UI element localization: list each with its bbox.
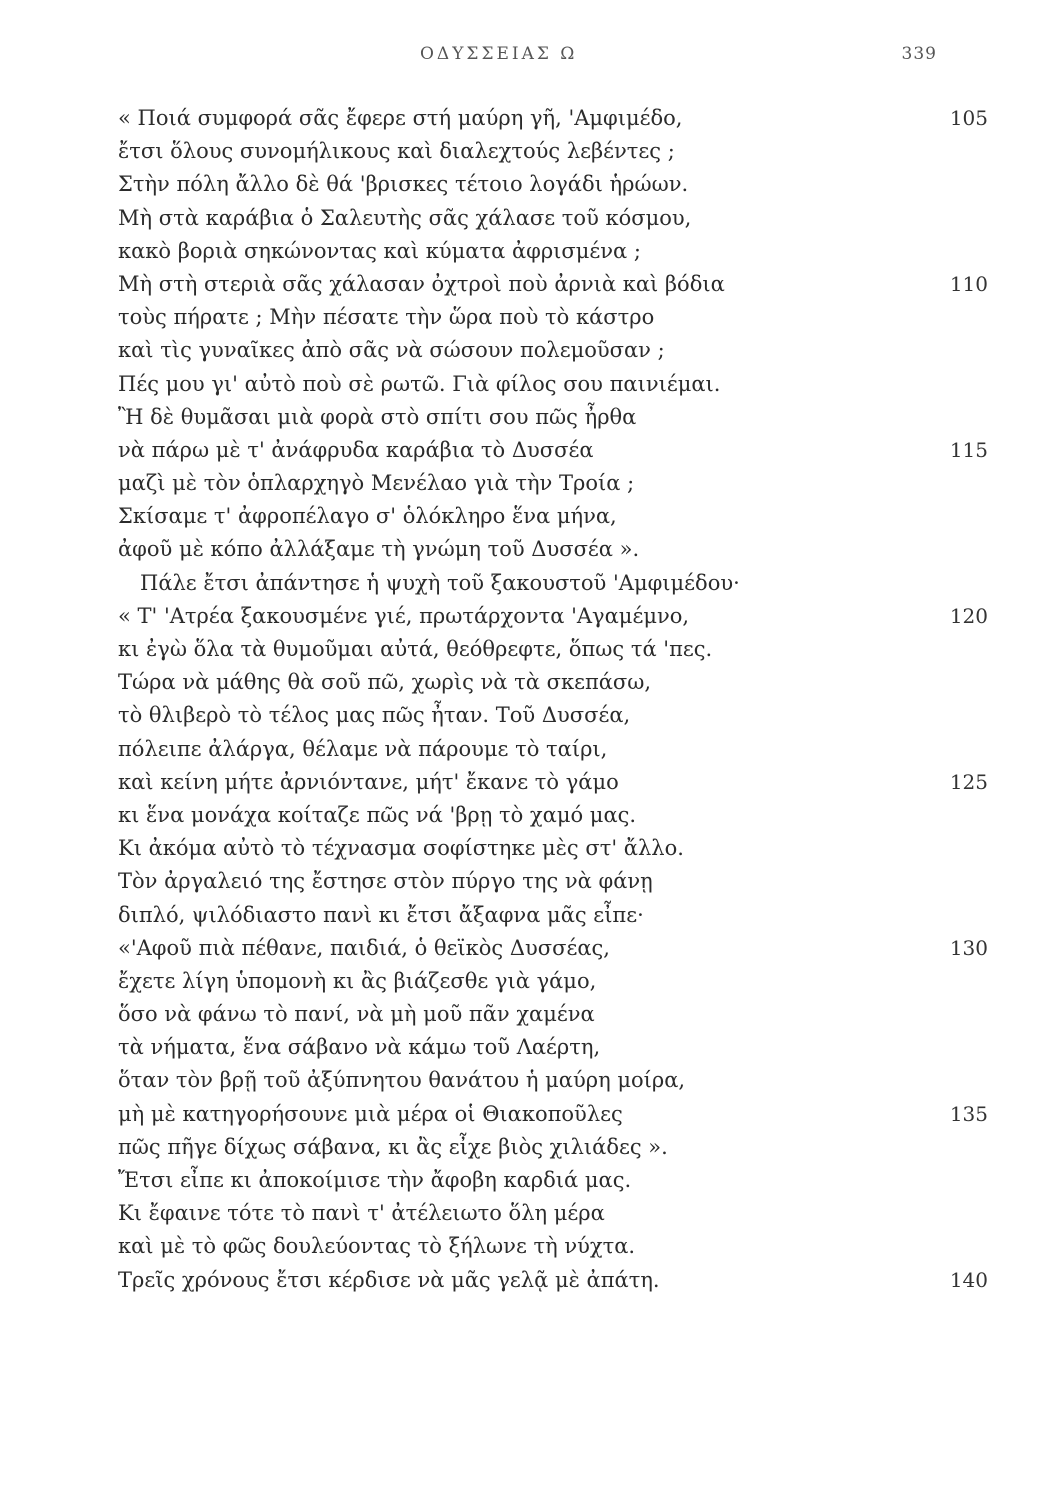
verse-line-text: « Τ' 'Ατρέα ξακουσμένε γιέ, πρωτάρχοντα 'Αγαμέμνο, [118, 603, 690, 628]
verse-line-text: κακὸ βοριὰ σηκώνοντας καὶ κύματα ἀφρισμένα ; [118, 238, 641, 263]
verse-line [118, 235, 988, 268]
verse-line [118, 102, 988, 135]
verse-line [118, 932, 988, 965]
verse-line-text: Μὴ στὰ καράβια ὁ Σαλευτὴς σᾶς χάλασε τοῦ κόσμου, [118, 205, 692, 230]
verse-line [118, 1264, 988, 1297]
verse-line-text: Τώρα νὰ μάθης θὰ σοῦ πῶ, χωρὶς νὰ τὰ σκεπάσω, [118, 670, 652, 695]
verse-line-text: ὅταν τὸν βρῇ τοῦ ἀξύπνητου θανάτου ἡ μαύρη μοίρα, [118, 1068, 686, 1093]
verse-line [118, 899, 988, 932]
verse-line [118, 799, 988, 832]
verse-line [118, 600, 988, 633]
verse-line [118, 633, 988, 666]
verse-line [118, 865, 988, 898]
verse-line-text: κι ἕνα μονάχα κοίταζε πῶς νά 'βρῃ τὸ χαμό μας. [118, 802, 637, 827]
running-head [0, 44, 1063, 74]
line-number: 135 [949, 1101, 988, 1126]
verse-line [118, 1131, 988, 1164]
verse-line-text: καὶ μὲ τὸ φῶς δουλεύοντας τὸ ξήλωνε τὴ νύχτα. [118, 1234, 636, 1259]
line-number: 130 [949, 935, 988, 960]
verse-line [118, 301, 988, 334]
verse-line-text: μὴ μὲ κατηγορήσουνε μιὰ μέρα οἱ Θιακοποῦλες [118, 1101, 623, 1126]
line-number: 115 [949, 437, 988, 462]
verse-line-text: πῶς πῆγε δίχως σάβανα, κι ἂς εἶχε βιὸς χιλιάδες ». [118, 1134, 668, 1159]
verse-line-text: «'Αφοῦ πιὰ πέθανε, παιδιά, ὁ θεϊκὸς Δυσσέας, [118, 935, 610, 960]
verse-line-text: ἔχετε λίγη ὑπομονὴ κι ἂς βιάζεσθε γιὰ γάμο, [118, 968, 597, 993]
verse-line-text: Ἔτσι εἶπε κι ἀποκοίμισε τὴν ἄφοβη καρδιά μας. [118, 1168, 632, 1192]
verse-line-text: « Ποιά συμφορά σᾶς ἔφερε στή μαύρη γῆ, 'Αμφιμέδο, [118, 106, 683, 130]
verse-line-text: Τὸν ἀργαλειό της ἔστησε στὸν πύργο της νὰ φάνῃ [118, 869, 653, 894]
verse-line-text: ὅσο νὰ φάνω τὸ πανί, νὰ μὴ μοῦ πᾶν χαμένα [118, 1002, 595, 1027]
verse-text-block [118, 102, 988, 1297]
verse-line [118, 699, 988, 732]
verse-line [118, 467, 988, 500]
verse-line [118, 1230, 988, 1263]
verse-line-text: καὶ κείνη μήτε ἀρνιόντανε, μήτ' ἔκανε τὸ γάμο [118, 769, 619, 794]
verse-line [118, 533, 988, 566]
verse-line-text: τὸ θλιβερὸ τὸ τέλος μας πῶς ἦταν. Τοῦ Δυσσέα, [118, 703, 631, 728]
verse-line-text: τὰ νήματα, ἕνα σάβανο νὰ κάμω τοῦ Λαέρτη, [118, 1035, 601, 1060]
verse-line-text: νὰ πάρω μὲ τ' ἀνάφρυδα καράβια τὸ Δυσσέα [118, 437, 594, 462]
verse-line [118, 168, 988, 201]
verse-line [118, 1098, 988, 1131]
line-number: 120 [949, 603, 988, 628]
verse-line-text: Τρεῖς χρόνους ἔτσι κέρδισε νὰ μᾶς γελᾷ μὲ ἀπάτη. [118, 1267, 660, 1292]
verse-line [118, 1164, 988, 1197]
verse-line-text: ἔτσι ὅλους συνομήλικους καὶ διαλεχτούς λεβέντες ; [118, 139, 675, 164]
verse-line-text: τοὺς πήρατε ; Μὴν πέσατε τὴν ὥρα ποὺ τὸ κάστρο [118, 305, 655, 330]
verse-line-text: πόλειπε ἀλάργα, θέλαμε νὰ πάρουμε τὸ ταίρι, [118, 736, 608, 761]
verse-line-text: καὶ τὶς γυναῖκες ἀπὸ σᾶς νὰ σώσουν πολεμοῦσαν ; [118, 338, 665, 363]
verse-line [118, 135, 988, 168]
verse-line [118, 733, 988, 766]
verse-line-text: μαζὶ μὲ τὸν ὁπλαρχηγὸ Μενέλαο γιὰ τὴν Τροία ; [118, 471, 635, 496]
line-number: 140 [949, 1267, 988, 1292]
verse-line-text: Πές μου γι' αὐτὸ ποὺ σὲ ρωτῶ. Γιὰ φίλος σου παινιέμαι. [118, 371, 721, 396]
verse-line-text: Μὴ στὴ στεριὰ σᾶς χάλασαν ὀχτροὶ ποὺ ἀρνιὰ καὶ βόδια [118, 271, 725, 296]
line-number: 125 [949, 769, 988, 794]
running-title: ΟΔΥΣΣΕΙΑΣ Ω [420, 44, 578, 64]
verse-line [118, 1064, 988, 1097]
verse-line [118, 666, 988, 699]
verse-line [118, 268, 988, 301]
verse-line-text: διπλό, ψιλόδιαστο πανὶ κι ἔτσι ἄξαφνα μᾶς εἶπε· [118, 902, 644, 927]
verse-line [118, 766, 988, 799]
verse-line [118, 832, 988, 865]
verse-line [118, 368, 988, 401]
page-number: 339 [901, 44, 937, 64]
verse-line-text: κι ἐγὼ ὅλα τὰ θυμοῦμαι αὐτά, θεόθρεφτε, ὅπως τά 'πες. [118, 637, 713, 661]
verse-line-text: Πάλε ἔτσι ἀπάντησε ἡ ψυχὴ τοῦ ξακουστοῦ 'Αμφιμέδου· [140, 570, 740, 595]
verse-line-text: Ἢ δὲ θυμᾶσαι μιὰ φορὰ στὸ σπίτι σου πῶς ἦρθα [118, 404, 637, 429]
verse-line [118, 1031, 988, 1064]
verse-line-text: Κι ἀκόμα αὐτὸ τὸ τέχνασμα σοφίστηκε μὲς στ' ἄλλο. [118, 836, 684, 861]
verse-line [118, 434, 988, 467]
verse-line [118, 401, 988, 434]
verse-line [118, 965, 988, 998]
verse-line [118, 1197, 988, 1230]
line-number: 105 [949, 106, 988, 130]
verse-line-text: Κι ἔφαινε τότε τὸ πανὶ τ' ἀτέλειωτο ὅλη μέρα [118, 1201, 605, 1226]
verse-line [118, 202, 988, 235]
verse-line-text: Σκίσαμε τ' ἀφροπέλαγο σ' ὁλόκληρο ἕνα μήνα, [118, 504, 617, 529]
line-number: 110 [949, 271, 988, 296]
verse-line [118, 500, 988, 533]
verse-line [118, 567, 988, 600]
verse-line [118, 998, 988, 1031]
verse-line [118, 334, 988, 367]
verse-line-text: Στὴν πόλη ἄλλο δὲ θά 'βρισκες τέτοιο λογάδι ἡρώων. [118, 172, 689, 197]
verse-line-text: ἀφοῦ μὲ κόπο ἀλλάξαμε τὴ γνώμη τοῦ Δυσσέα ». [118, 537, 640, 562]
